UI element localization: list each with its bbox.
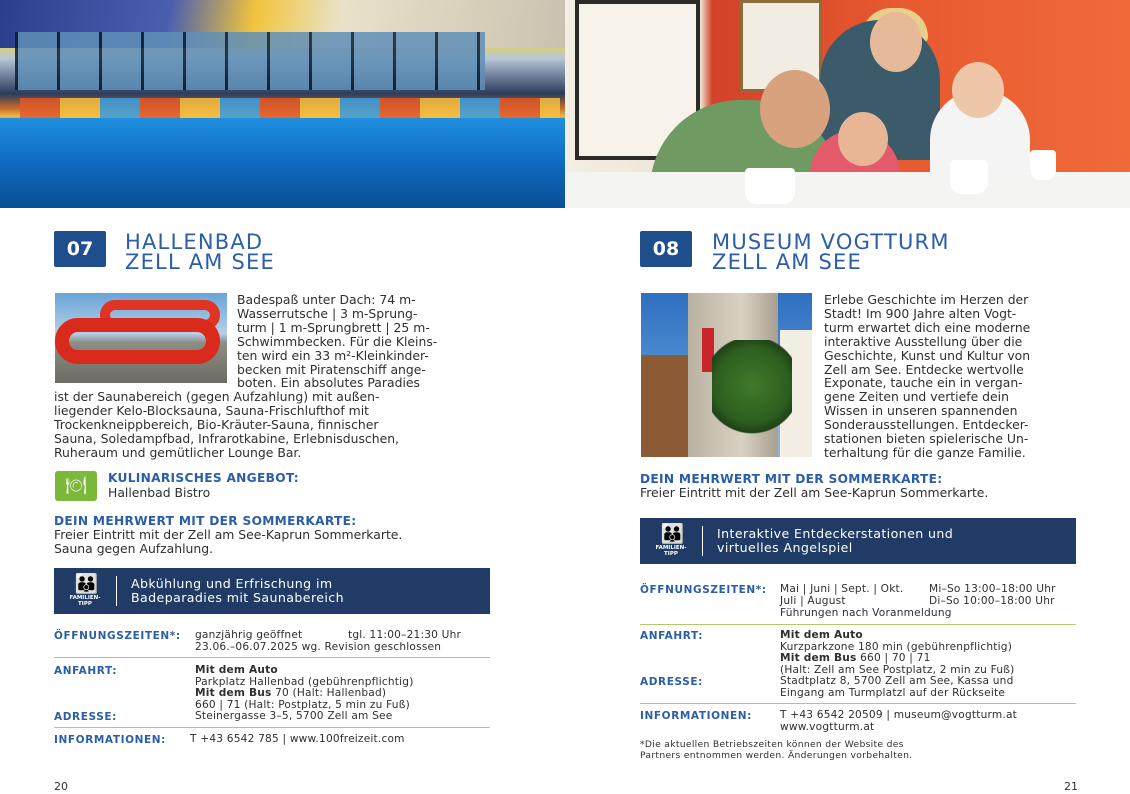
oeffnung-line1b: Mi–So 13:00–18:00 Uhr xyxy=(929,583,1056,595)
tip-divider xyxy=(116,576,117,606)
mehrwert-heading: DEIN MEHRWERT MIT DER SOMMERKARTE: xyxy=(640,472,943,486)
divider xyxy=(54,657,490,658)
desc-line: Erlebe Geschichte im Herzen der xyxy=(824,292,1029,307)
page-number: 21 xyxy=(1064,780,1078,793)
oeffnung-line1b: tgl. 11:00–21:30 Uhr xyxy=(348,629,462,641)
section-number-07: 07 xyxy=(54,231,106,267)
hallenbad-title xyxy=(125,232,275,272)
mehrwert-line: Freier Eintritt mit der Zell am See-Kaprun Sommerkarte. xyxy=(54,527,403,542)
anfahrt-bus-line2: (Halt: Zell am See Postplatz, 2 min zu Fuß) xyxy=(780,663,1015,676)
family-people-icon: 👪 xyxy=(660,523,682,545)
info-line: www.vogtturm.at xyxy=(780,720,875,733)
anfahrt-auto-label: Mit dem Auto xyxy=(780,629,863,641)
oeffnung-line1a: ganzjährig geöffnet xyxy=(195,629,303,641)
adresse-label: ADRESSE: xyxy=(640,676,703,688)
desc-line: liegender Kelo-Blocksauna, Sauna-Frischlufthof mit xyxy=(54,402,370,418)
desc-line: becken mit Piratenschiff ange- xyxy=(237,361,426,377)
kulinarisch-heading: KULINARISCHES ANGEBOT: xyxy=(108,471,299,485)
title-line-1: HALLENBAD xyxy=(125,230,264,254)
tipp-label xyxy=(655,545,686,557)
anfahrt-details xyxy=(195,665,414,711)
desc-line: Wissen in unseren spannenden xyxy=(824,403,1018,419)
tree xyxy=(712,340,792,440)
informationen-value xyxy=(780,710,1017,733)
tip-text xyxy=(717,527,953,555)
footnote xyxy=(640,740,912,761)
anfahrt-bus-value: 660 | 70 | 71 xyxy=(856,652,931,665)
cup xyxy=(1030,150,1056,180)
desc-line: Sonderausstellungen. Entdecker- xyxy=(824,417,1029,433)
mehrwert-text xyxy=(54,528,402,556)
desc-line: Zell am See. Entdecke wertvolle xyxy=(824,361,1024,377)
tip-line: Abkühlung und Erfrischung im xyxy=(131,576,333,591)
hallenbad-description-top xyxy=(237,293,502,390)
tipp-label-2: TIPP xyxy=(664,551,678,557)
adresse-value: Steinergasse 3–5, 5700 Zell am See xyxy=(195,710,393,722)
anfahrt-label: ANFAHRT: xyxy=(640,630,703,642)
section-number-08: 08 xyxy=(640,231,692,267)
oeffnung-line2a: Juli | August xyxy=(780,595,846,607)
family-icon xyxy=(640,525,702,557)
desc-line: turm | 1 m-Sprungbrett | 25 m- xyxy=(237,319,430,335)
desc-line: interaktive Ausstellung über die xyxy=(824,333,1023,349)
adresse-label: ADRESSE: xyxy=(54,711,117,723)
desc-line: Wasserrutsche | 3 m-Sprung- xyxy=(237,305,418,321)
divider xyxy=(54,727,490,728)
anfahrt-auto-value: Parkplatz Hallenbad (gebührenpflichtig) xyxy=(195,675,414,688)
girl-head xyxy=(838,112,888,166)
familien-tipp-box xyxy=(54,568,490,614)
desc-line: gene Zeiten und vertiefe dein xyxy=(824,389,1009,405)
desc-line: Trockenkneippbereich, Bio-Kräuter-Sauna, finnischer xyxy=(54,416,379,432)
adresse-line: Stadtplatz 8, 5700 Zell am See, Kassa und xyxy=(780,675,1014,687)
oeffnung-line2b: Di–So 10:00–18:00 Uhr xyxy=(929,595,1055,607)
desc-line: terhaltung für die ganze Familie. xyxy=(824,444,1026,460)
dining-icon: 🍽 xyxy=(55,471,97,501)
desc-line: Geschichte, Kunst und Kultur von xyxy=(824,347,1031,363)
anfahrt-auto-value: Kurzparkzone 180 min (gebührenpflichtig) xyxy=(780,640,1013,653)
page-number: 20 xyxy=(54,780,68,793)
desc-line: Badespaß unter Dach: 74 m- xyxy=(237,292,416,307)
tipp-label-1: FAMILIEN- xyxy=(655,545,687,551)
desc-line: boten. Ein absolutes Paradies xyxy=(237,375,420,391)
pool-water xyxy=(0,118,565,208)
hallenbad-description-bottom xyxy=(54,390,504,460)
man-head xyxy=(760,70,830,148)
family-people-icon: 👪 xyxy=(74,573,96,595)
informationen-label: INFORMATIONEN: xyxy=(54,734,166,746)
tip-line: Interaktive Entdeckerstationen und xyxy=(717,526,954,541)
title-line-2: ZELL AM SEE xyxy=(712,250,862,274)
family-icon xyxy=(54,575,116,607)
cup xyxy=(745,168,795,204)
water-slide-tube xyxy=(55,318,220,364)
oeffnung-line2: 23.06.–06.07.2025 wg. Revision geschlossen xyxy=(195,641,442,653)
anfahrt-bus-value: 70 (Halt: Hallenbad) xyxy=(271,687,387,700)
mehrwert-text: Freier Eintritt mit der Zell am See-Kaprun Sommerkarte. xyxy=(640,485,989,500)
desc-line: ist der Saunabereich (gegen Aufzahlung) mit außen- xyxy=(54,389,380,404)
desc-line: turm erwartet dich eine moderne xyxy=(824,319,1031,335)
anfahrt-bus-label: Mit dem Bus xyxy=(195,687,272,700)
tipp-label-1: FAMILIEN- xyxy=(69,595,101,601)
title-line-2: ZELL AM SEE xyxy=(125,250,275,274)
tip-divider xyxy=(702,526,703,556)
desc-line: Exponate, tauche ein in vergan- xyxy=(824,375,1023,391)
desc-line: Sauna, Soledampfbad, Infrarotkabine, Erlebnisduschen, xyxy=(54,430,399,446)
kulinarisch-value: Hallenbad Bistro xyxy=(108,485,211,500)
building-left xyxy=(641,355,689,457)
anfahrt-bus-label: Mit dem Bus xyxy=(780,652,857,665)
anfahrt-bus-line2: 660 | 71 (Halt: Postplatz, 5 min zu Fuß) xyxy=(195,698,410,711)
woman-head xyxy=(870,12,922,72)
info-line: T +43 6542 20509 | museum@vogtturm.at xyxy=(780,709,1017,721)
tip-line: Badeparadies mit Saunabereich xyxy=(131,590,345,605)
tip-text xyxy=(131,577,344,605)
informationen-label: INFORMATIONEN: xyxy=(640,710,752,722)
title-line-1: MUSEUM VOGTTURM xyxy=(712,230,950,254)
desc-line: ten wird ein 33 m²-Kleinkinder- xyxy=(237,347,429,363)
oeffnung-line1a: Mai | Juni | Sept. | Okt. xyxy=(780,583,904,595)
divider xyxy=(640,703,1076,704)
tip-line: virtuelles Angelspiel xyxy=(717,540,853,555)
anfahrt-details xyxy=(780,630,1014,676)
desc-line: stationen bieten spielerische Un- xyxy=(824,431,1029,447)
mehrwert-line: Sauna gegen Aufzahlung. xyxy=(54,540,214,556)
tipp-label-2: TIPP xyxy=(78,601,92,607)
oeffnungszeiten-label: ÖFFNUNGSZEITEN*: xyxy=(54,630,181,642)
adresse-line: Eingang am Turmplatzl auf der Rückseite xyxy=(780,686,1006,699)
footnote-line: Partners entnommen werden. Änderungen vorbehalten. xyxy=(640,749,913,761)
desc-line: Ruheraum und gemütlicher Lounge Bar. xyxy=(54,444,302,460)
divider xyxy=(640,624,1076,625)
desc-line: Stadt! Im 900 Jahre alten Vogt- xyxy=(824,305,1017,321)
museum-title xyxy=(712,232,950,272)
anfahrt-auto-label: Mit dem Auto xyxy=(195,664,278,676)
desc-line: Schwimmbecken. Für die Kleins- xyxy=(237,333,438,349)
anfahrt-label: ANFAHRT: xyxy=(54,665,117,677)
mehrwert-heading: DEIN MEHRWERT MIT DER SOMMERKARTE: xyxy=(54,514,357,528)
familien-tipp-box xyxy=(640,518,1076,564)
footnote-line: *Die aktuellen Betriebszeiten können der Website des xyxy=(640,739,904,750)
oeffnung-line3: Führungen nach Voranmeldung xyxy=(780,607,952,619)
pool-colored-pillars xyxy=(20,98,560,118)
museum-description xyxy=(824,293,1084,460)
cup xyxy=(950,160,988,194)
oeffnungszeiten-label: ÖFFNUNGSZEITEN*: xyxy=(640,584,767,596)
pool-windows xyxy=(15,32,485,90)
informationen-value: T +43 6542 785 | www.100freizeit.com xyxy=(190,733,405,745)
tipp-label xyxy=(69,595,100,607)
boy-head xyxy=(952,62,1004,118)
adresse-value xyxy=(780,676,1014,699)
